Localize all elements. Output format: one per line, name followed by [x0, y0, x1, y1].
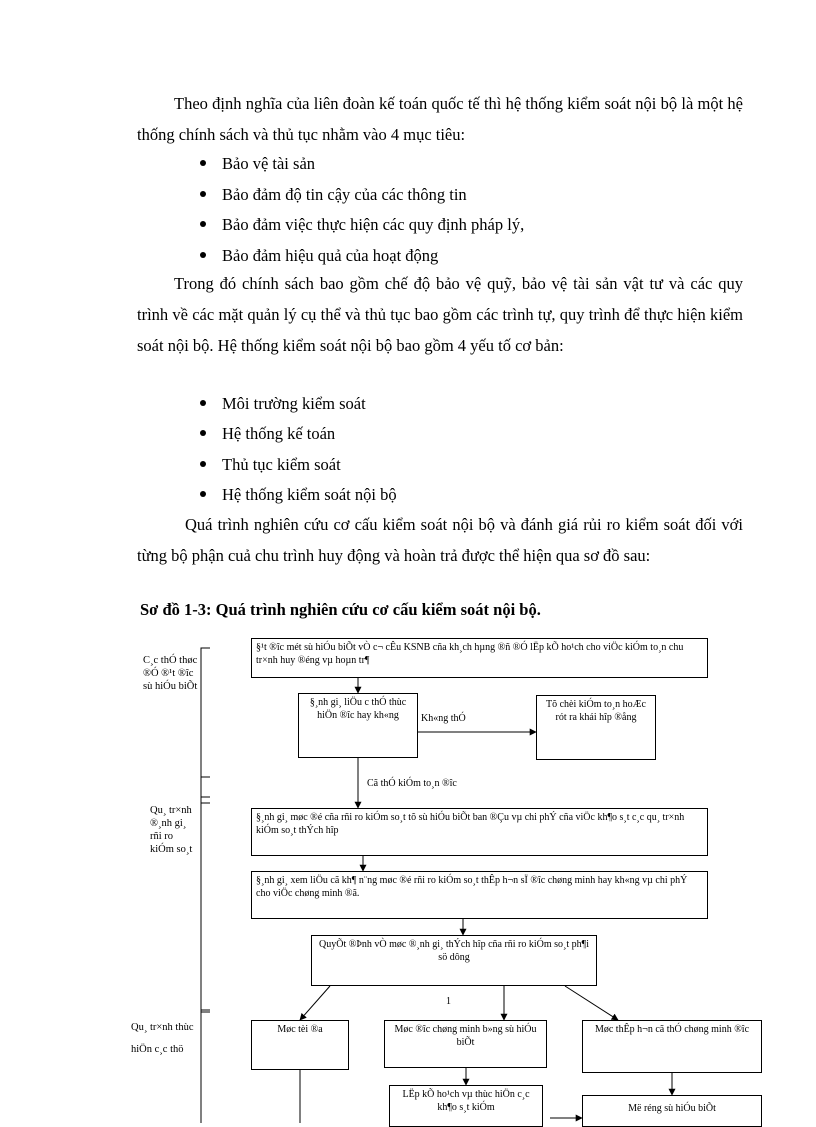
- box-assess-auditability: §¸nh gi¸ liÖu c thÓ thùc hiÖn ®îc hay kh«ng: [298, 693, 418, 758]
- bracket-tests: [201, 1010, 210, 1123]
- box-supported-level: Møc ®îc chøng minh b»ng sù hiÓu biÕt: [384, 1020, 547, 1068]
- box-maximum-level: Møc tèi ®a: [251, 1020, 349, 1070]
- label-number: 1: [446, 996, 451, 1007]
- box-decline-engagement: Tõ chèi kiÓm to¸n hoÆc rót ra khái hîp ®ång: [536, 695, 656, 760]
- paragraph-intro: Theo định nghĩa của liên đoàn kế toán quốc tế thì hệ thống kiểm soát nội bộ là một hệ thống chính sách và thủ tục nhằm vào 4 mục tiêu:: [137, 94, 743, 144]
- bracket-risk: [201, 797, 210, 1012]
- box-extend-understanding: Më réng sù hiÓu biÕt: [582, 1095, 762, 1127]
- paragraph-process: Quá trình nghiên cứu cơ cấu kiểm soát nội bộ và đánh giá rủi ro kiểm soát đối với từng bộ phận cuả chu trình huy động và hoàn trả được thể hiện qua sơ đồ sau:: [137, 515, 743, 565]
- box-decide-risk-level: QuyÕt ®Þnh vÒ møc ®¸nh gi¸ thÝch hîp cña rñi ro kiÓm so¸t ph¶i sö dông: [311, 935, 597, 986]
- box-assess-lower-risk: §¸nh gi¸ xem liÖu cã kh¶ n¨ng møc ®é rñi ro kiÓm so¸t thÊp h¬n sÏ ®îc chøng minh hay kh«ng vµ chi phÝ cho viÖc chøng minh ®ã.: [251, 871, 708, 919]
- label-auditable: Cã thÓ kiÓm to¸n ®îc: [367, 778, 457, 789]
- arrow-b6-b9: [565, 986, 618, 1020]
- bracket-understanding: [201, 648, 210, 803]
- box-plan-tests: LËp kÕ ho¹ch vµ thùc hiÖn c¸c kh¶o s¸t kiÓm: [389, 1085, 543, 1127]
- box-lower-level: Møc thÊp h¬n cã thÓ chøng minh ®îc: [582, 1020, 762, 1073]
- box-assess-control-risk: §¸nh gi¸ møc ®é cña rñi ro kiÓm so¸t tõ sù hiÓu biÕt ban ®Çu vµ chi phÝ cña viÖc kh¶o s¸t c¸c qu¸ tr×nh kiÓm so¸t thÝch hîp: [251, 808, 708, 856]
- side-label-tests: Qu¸ tr×nh thùc hiÖn c¸c thö: [131, 1022, 194, 1055]
- label-not-possible: Kh«ng thÓ: [421, 713, 466, 724]
- diagram-title: Sơ đồ 1-3: Quá trình nghiên cứu cơ cấu kiểm soát nội bộ.: [140, 600, 541, 619]
- arrow-b6-b7: [300, 986, 330, 1020]
- side-label-risk-assessment: Qu¸ tr×nh ®¸nh gi¸ rñi ro kiÓm so¸t: [150, 805, 193, 855]
- box-obtain-understanding: §¹t ®îc mét sù hiÓu biÕt vÒ c¬ cÊu KSNB cña kh¸ch hµng ®ñ ®Ó lËp kÕ ho¹ch cho viÖc kiÓm to¸n chu tr×nh huy ®éng vµ hoµn tr¶: [251, 638, 708, 678]
- paragraph-policy: Trong đó chính sách bao gồm chế độ bảo vệ quỹ, bảo vệ tài sản vật tư và các quy trình về các mặt quản lý cụ thể và thủ tục bao gồm các trình tự, quy trình để thực hiện kiểm soát nội bộ. Hệ thống kiểm soát nội bộ bao gồm 4 yếu tố cơ bản:: [137, 274, 743, 355]
- side-label-understanding: C¸c thÓ thøc ®Ó ®¹t ®îc sù hiÓu biÕt: [143, 655, 198, 692]
